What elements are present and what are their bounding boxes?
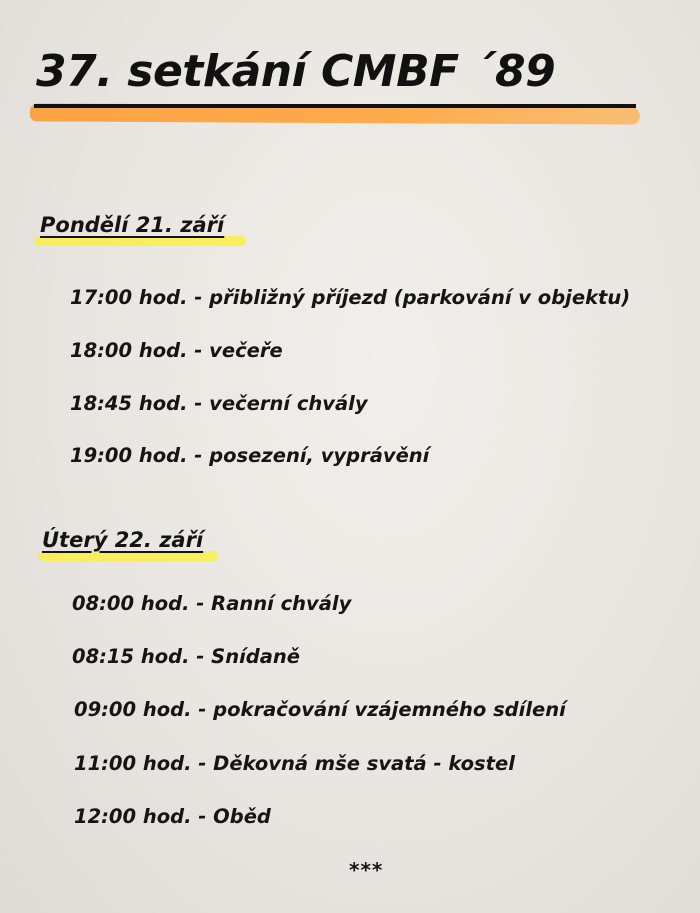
schedule-item: 09:00 hod. - pokračování vzájemného sdílení [74, 698, 566, 721]
day-heading-tuesday: Úterý 22. září [42, 528, 204, 552]
title-block [30, 46, 640, 130]
schedule-item: 18:00 hod. - večeře [70, 339, 283, 362]
schedule-item: 18:45 hod. - večerní chvály [70, 392, 368, 415]
schedule-item: 12:00 hod. - Oběd [74, 805, 271, 828]
title-underline [34, 104, 636, 108]
schedule-item: 08:00 hod. - Ranní chvály [72, 592, 352, 615]
day-heading-monday: Pondělí 21. září [40, 213, 225, 237]
page-title: 37. setkání CMBF ´89 [36, 46, 556, 97]
day-heading-highlight [34, 236, 246, 246]
schedule-item: 17:00 hod. - přibližný příjezd (parkování v objektu) [70, 286, 631, 309]
day-heading-highlight [38, 551, 218, 561]
closing-asterisks: *** [349, 858, 384, 882]
schedule-item: 08:15 hod. - Snídaně [72, 645, 301, 668]
schedule-item: 11:00 hod. - Děkovná mše svatá - kostel [74, 752, 515, 775]
schedule-item: 19:00 hod. - posezení, vyprávění [70, 444, 430, 467]
